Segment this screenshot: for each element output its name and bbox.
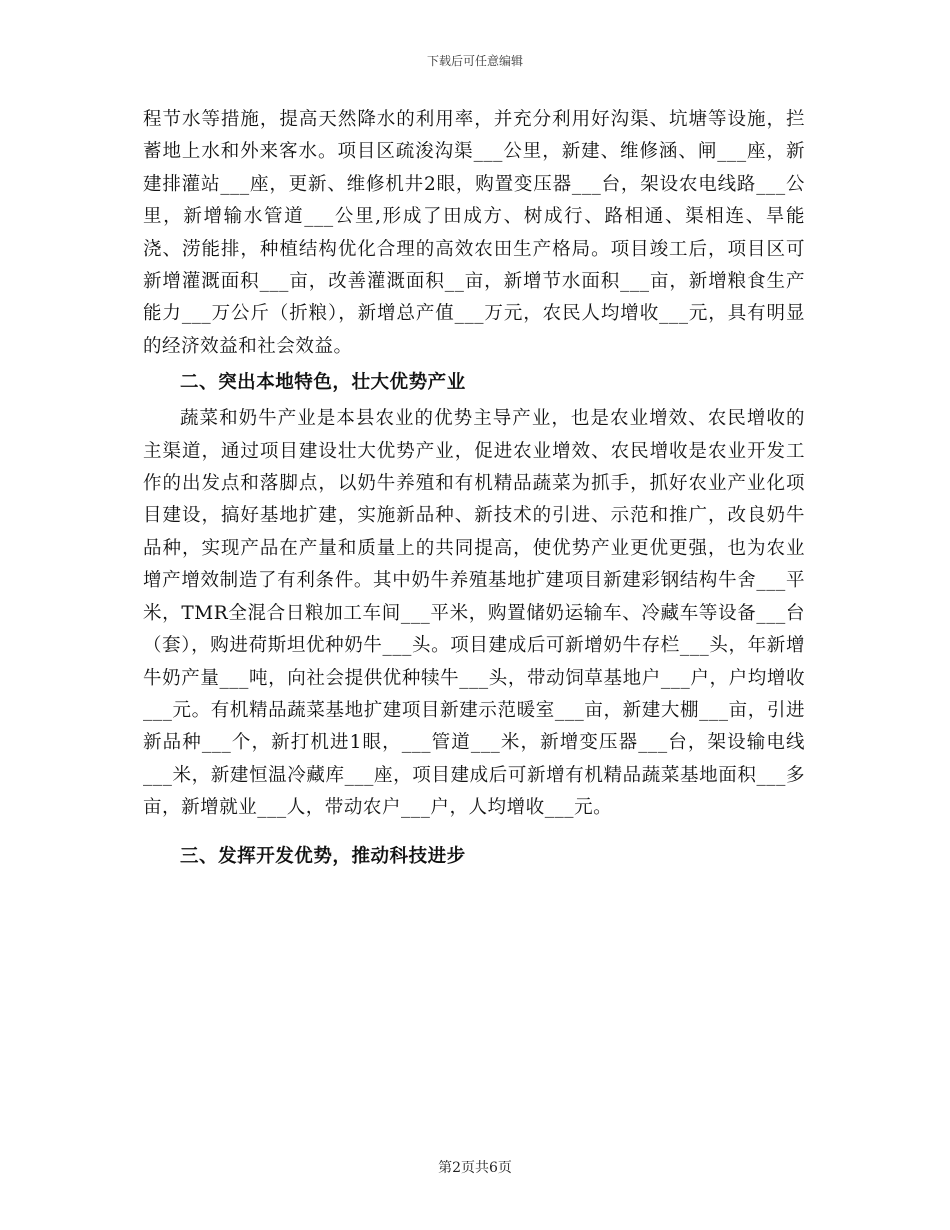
page-footer: 第2页共6页: [438, 1160, 512, 1176]
document-body: [143, 104, 805, 877]
section-heading-3: 三、发挥开发优势，推动科技进步: [180, 845, 466, 867]
page-header: 下载后可任意编辑: [426, 54, 523, 68]
paragraph-dominant-industries: 蔬菜和奶牛产业是本县农业的优势主导产业，也是农业增效、农民增收的主渠道，通过项目建设壮大优势产业，促进农业增效、农民增收是农业开发工作的出发点和落脚点，以奶牛养殖和有机精品蔬菜为抓手，抓好农业产业化项目建设，搞好基地扩建，实施新品种、新技术的引进、示范和推广，改良奶牛品种，实现产品在产量和质量上的共同提高，使优势产业更优更强，也为农业增产增效制造了有利条件。其中奶牛养殖基地扩建项目新建彩钢结构牛舍___平米，TMR全混合日粮加工车间___平米，购置储奶运输车、冷藏车等设备___台（套），购进荷斯坦优种奶牛___头。项目建成后可新增奶牛存栏___头，年新增牛奶产量___吨，向社会提供优种犊牛___头，带动饲草基地户___户，户均增收___元。有机精品蔬菜基地扩建项目新建示范暖室___亩，新建大棚___亩，引进新品种___个，新打机进1眼，___管道___米，新增变压器___台，架设输电线___米，新建恒温冷藏库___座，项目建成后可新增有机精品蔬菜基地面积___多亩，新增就业___人，带动农户___户，人均增收___元。: [143, 408, 805, 819]
paragraph-water-saving: 程节水等措施，提高天然降水的利用率，并充分利用好沟渠、坑塘等设施，拦蓄地上水和外来客水。项目区疏浚沟渠___公里，新建、维修涵、闸___座，新建排灌站___座，更新、维修机井2眼，购置变压器___台，架设农电线路___公里，新增输水管道___公里,形成了田成方、树成行、路相通、渠相连、旱能浇、涝能排，种植结构优化合理的高效农田生产格局。项目竣工后，项目区可新增灌溉面积___亩，改善灌溉面积__亩，新增节水面积___亩，新增粮食生产能力___万公斤（折粮），新增总产值___万元，农民人均增收___元，具有明显的经济效益和社会效益。: [143, 109, 805, 357]
section-heading-2: 二、突出本地特色，壮大优势产业: [180, 372, 466, 394]
